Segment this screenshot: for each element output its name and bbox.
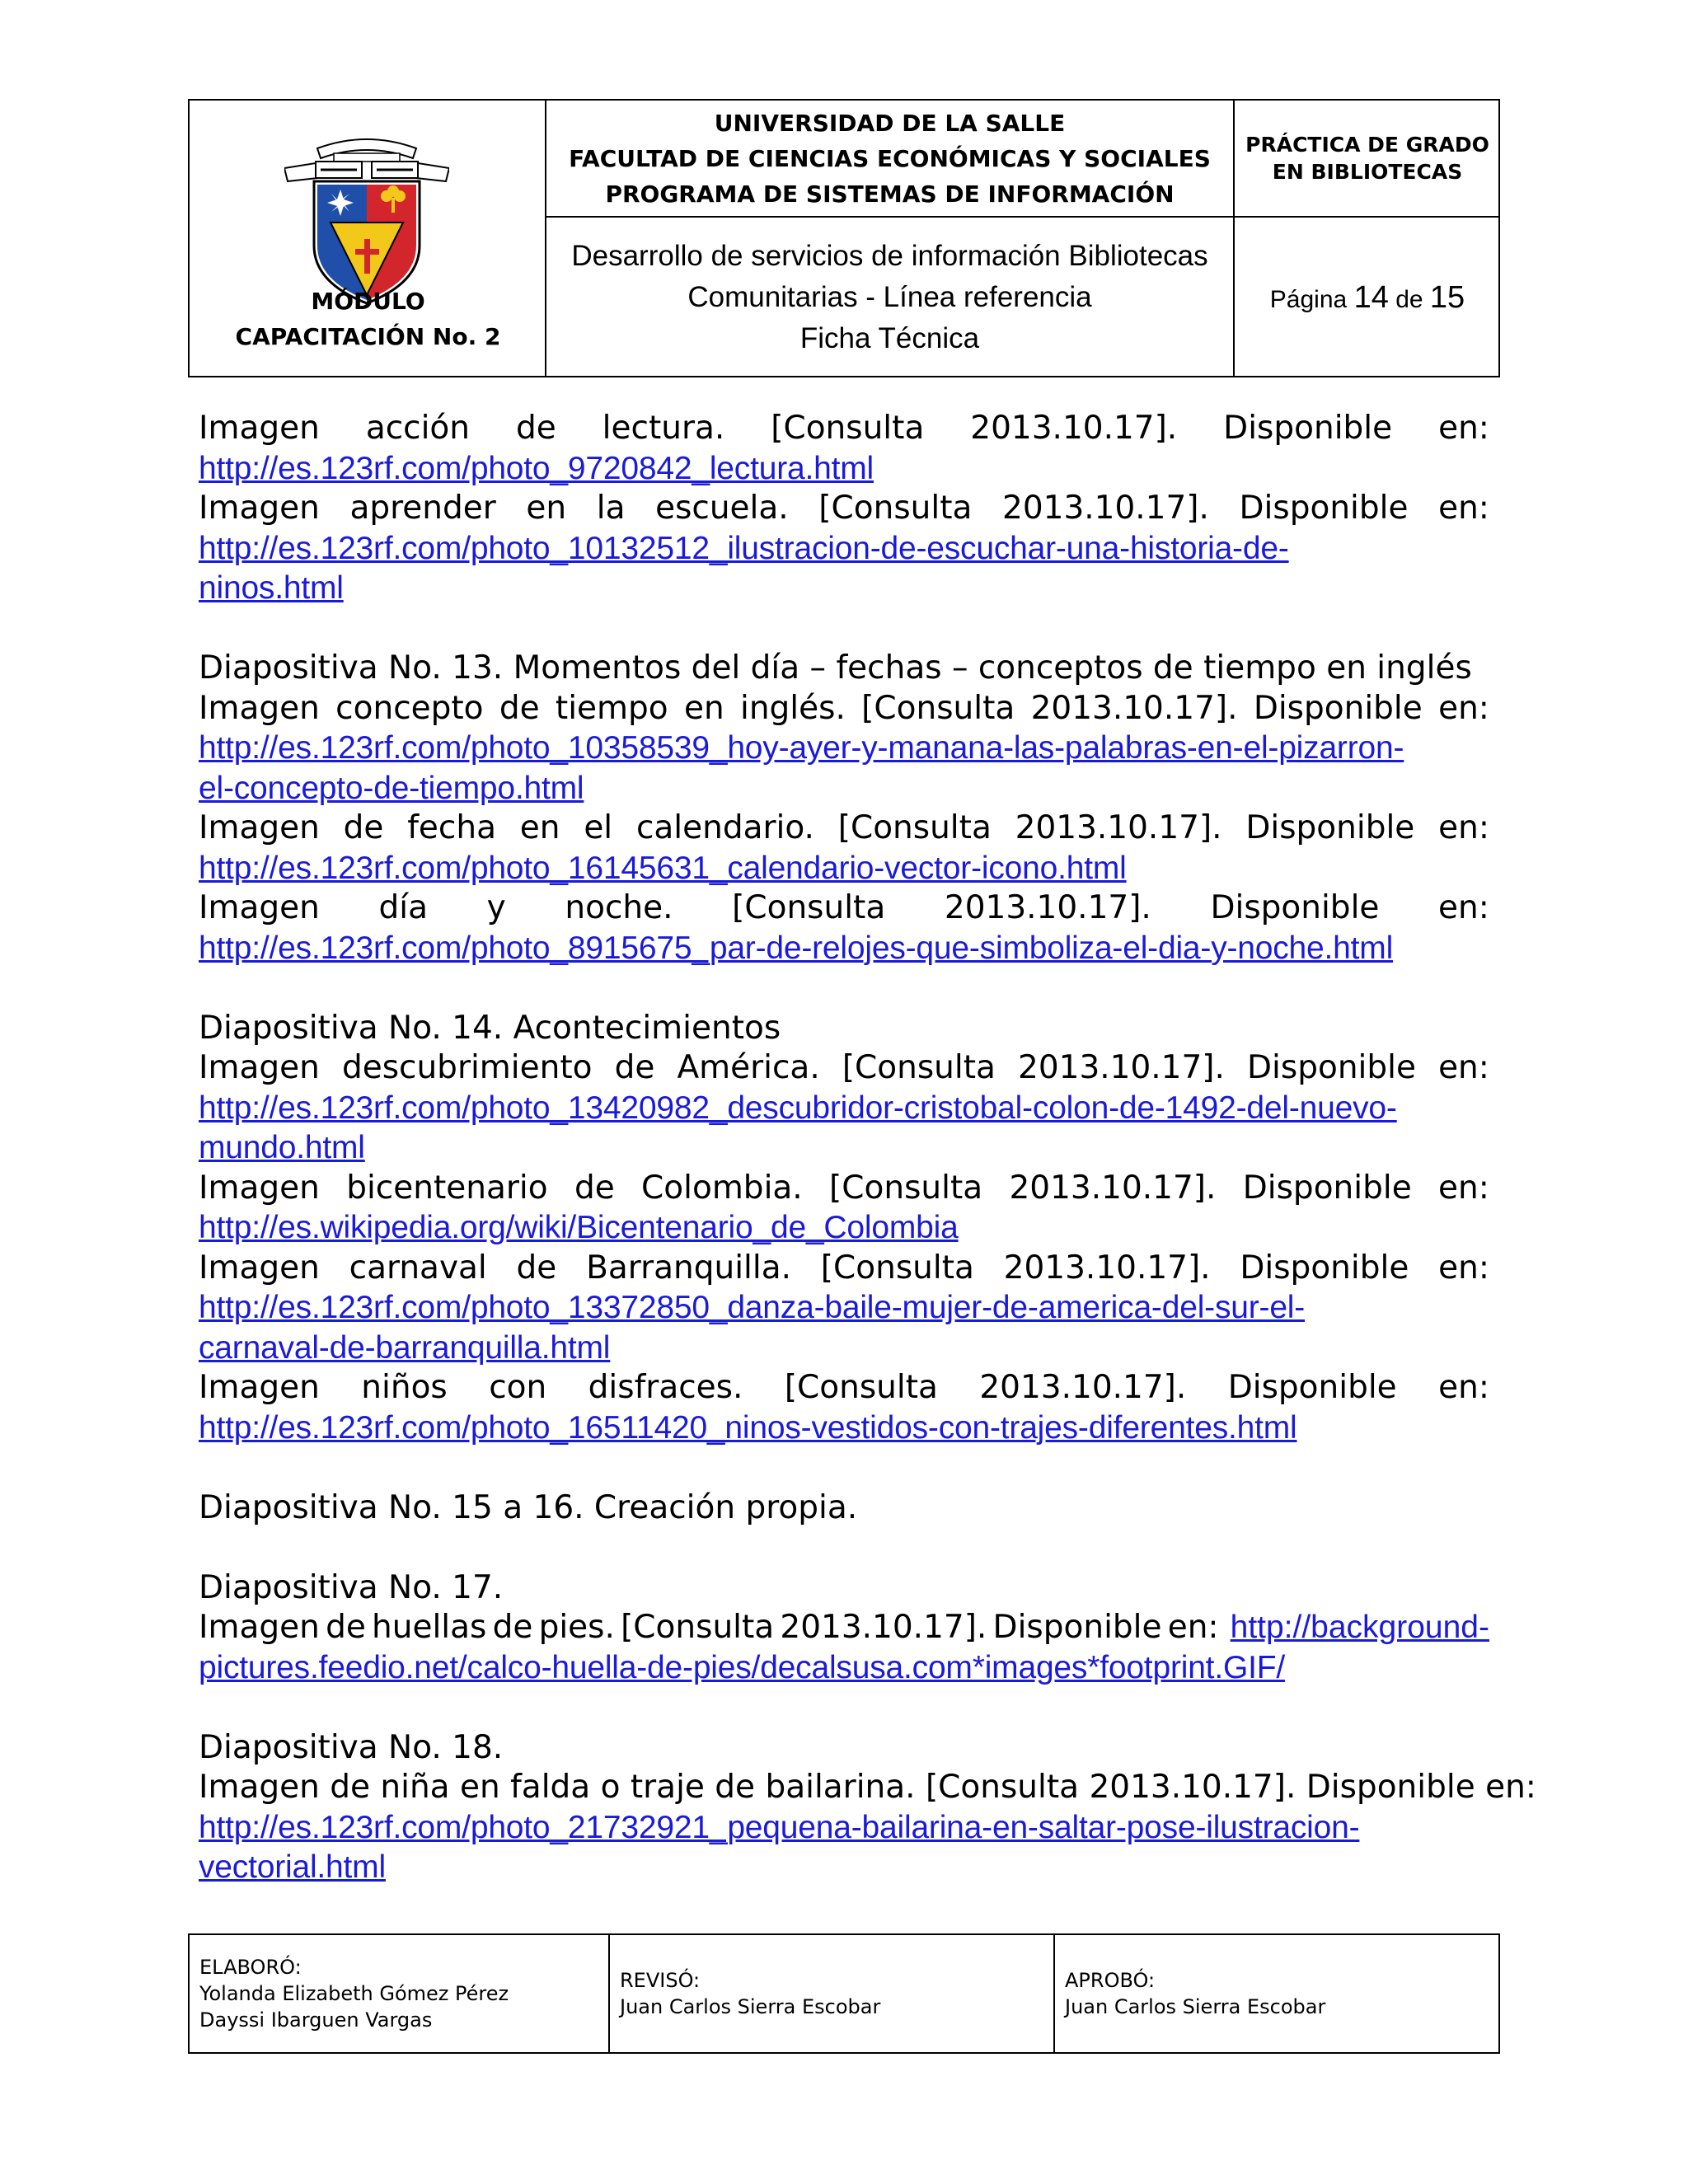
word: de [343, 809, 384, 846]
reference-link[interactable]: http://es.123rf.com/photo_10132512_ilustracion-de-escuchar-una-historia-de- [199, 530, 1289, 566]
practice-block [1235, 101, 1500, 218]
page-current: 14 [1353, 279, 1389, 315]
spacer [199, 609, 1489, 649]
reference-link[interactable]: http://es.123rf.com/photo_16145631_calendario-vector-icono.html [199, 850, 1127, 886]
reference-text [199, 1608, 1489, 1648]
word: Imagen [199, 809, 320, 846]
reference-words [199, 1608, 1219, 1648]
reference-text [199, 409, 1489, 449]
elaborated-by-name-1: Yolanda Elizabeth Gómez Pérez [199, 1982, 509, 2005]
word: el [584, 809, 613, 846]
module-line-1: MÓDULO [311, 288, 425, 315]
word: tiempo [555, 689, 668, 727]
reference-text: Imagen de niña en falda o traje de bailarina. [Consulta 2013.10.17]. Disponible en: [199, 1769, 1536, 1806]
faculty-name: FACULTAD DE CIENCIAS ECONÓMICAS Y SOCIALES [569, 144, 1211, 172]
word: Imagen [199, 1249, 320, 1286]
word: de [326, 1609, 366, 1646]
reference-text [199, 1368, 1489, 1408]
word: de [614, 1049, 655, 1086]
word: [Consulta [621, 1609, 775, 1646]
word: en [683, 689, 724, 727]
word: de [492, 1609, 533, 1646]
reference-link[interactable]: http://es.123rf.com/photo_13372850_danza-baile-mujer-de-america-del-sur-el- [199, 1290, 1306, 1325]
slide-heading: Diapositiva No. 13. Momentos del día – fechas – conceptos de tiempo en inglés [199, 649, 1472, 687]
reference-link-continued[interactable]: ninos.html [199, 570, 344, 606]
practice-line-2: EN BIBLIOTECAS [1272, 160, 1463, 184]
word: 2013.10.17]. [1015, 809, 1222, 846]
word: escuela. [655, 490, 789, 527]
word: Disponible [1247, 1049, 1416, 1086]
spacer [199, 1448, 1489, 1488]
page-word: Página [1269, 285, 1348, 313]
word: en: [1167, 1609, 1219, 1646]
word: [Consulta [820, 1249, 974, 1286]
reference-text [199, 1169, 1489, 1209]
word: de [516, 1249, 557, 1286]
word: [Consulta [771, 410, 925, 447]
reference-text [199, 489, 1489, 529]
word: Imagen [199, 490, 320, 527]
reference-link[interactable]: http://es.wikipedia.org/wiki/Bicentenario_de_Colombia [199, 1210, 959, 1245]
practice-line-1: PRÁCTICA DE GRADO [1245, 133, 1489, 157]
word: Disponible [1223, 410, 1393, 447]
approved-by-cell [1055, 1935, 1498, 2052]
reference-text [199, 1048, 1489, 1089]
reference-link-continued[interactable]: mundo.html [199, 1130, 365, 1165]
word: 2013.10.17]. [1002, 490, 1209, 527]
word: 2013.10.17]. [1009, 1169, 1217, 1207]
word: pies. [538, 1609, 615, 1646]
word: en: [1438, 1049, 1489, 1086]
reference-text [199, 808, 1489, 849]
word: Imagen [199, 1369, 320, 1406]
reference-link[interactable]: http://background- [1230, 1610, 1489, 1645]
reference-link[interactable]: http://es.123rf.com/photo_8915675_par-de-relojes-que-simboliza-el-dia-y-noche.html [199, 930, 1394, 966]
word: de [515, 410, 556, 447]
references-body [199, 409, 1536, 1888]
word: la [596, 490, 626, 527]
word: de [574, 1169, 615, 1207]
approved-by-name: Juan Carlos Sierra Escobar [1065, 1995, 1326, 2018]
description-line-1: Desarrollo de servicios de información Bibliotecas [571, 240, 1208, 272]
word: calendario. [635, 809, 814, 846]
reference-link[interactable]: http://es.123rf.com/photo_13420982_descubridor-cristobal-colon-de-1492-del-nuevo- [199, 1090, 1397, 1126]
word: disfraces. [588, 1369, 743, 1406]
word: en: [1438, 1369, 1489, 1406]
spacer [199, 968, 1489, 1009]
slide-heading: Diapositiva No. 17. [199, 1568, 504, 1606]
reference-text [199, 1249, 1489, 1289]
reference-link[interactable]: http://es.123rf.com/photo_10358539_hoy-ayer-y-manana-las-palabras-en-el-pizarron- [199, 730, 1404, 766]
word: Imagen [199, 1609, 320, 1646]
logo-cell [190, 101, 546, 376]
reviewed-by-cell [610, 1935, 1055, 2052]
page-number [1270, 280, 1465, 316]
word: Disponible [1227, 1369, 1397, 1406]
word: [Consulta [829, 1169, 983, 1207]
reference-link[interactable]: http://es.123rf.com/photo_21732921_pequena-bailarina-en-saltar-pose-ilustracion- [199, 1809, 1360, 1845]
description-line-3: Ficha Técnica [799, 322, 980, 354]
word: en: [1438, 689, 1489, 727]
word: Imagen [199, 689, 320, 727]
word: concepto [335, 689, 484, 727]
reference-link-continued[interactable]: carnaval-de-barranquilla.html [199, 1329, 611, 1366]
word: 2013.10.17]. [1030, 689, 1238, 727]
description-block [546, 218, 1235, 377]
word: Disponible [1242, 1169, 1412, 1207]
word: bicentenario [346, 1169, 548, 1207]
reference-link-continued[interactable]: el-concepto-de-tiempo.html [199, 770, 584, 806]
word: noche. [565, 889, 673, 926]
word: [Consulta [818, 490, 973, 527]
word: inglés. [740, 689, 846, 727]
word: [Consulta [842, 1049, 996, 1086]
word: Disponible [1210, 889, 1380, 926]
elaborated-by-name-2: Dayssi Ibarguen Vargas [199, 2008, 433, 2032]
word: [Consulta [784, 1369, 938, 1406]
word: fecha [407, 809, 496, 846]
word: en: [1438, 809, 1489, 846]
approved-by-label: APROBÓ: [1065, 1969, 1156, 1992]
word: 2013.10.17]. [780, 1609, 987, 1646]
word: [Consulta [837, 809, 992, 846]
word: Imagen [199, 1049, 320, 1086]
word: 2013.10.17]. [1018, 1049, 1225, 1086]
reference-link[interactable]: http://es.123rf.com/photo_9720842_lectura.html [199, 450, 874, 486]
slide-heading: Diapositiva No. 18. [199, 1728, 504, 1766]
word: acción [365, 410, 471, 447]
word: en: [1438, 889, 1489, 926]
word: con [489, 1369, 547, 1406]
module-line-2: CAPACITACIÓN No. 2 [235, 323, 501, 350]
word: descubrimiento [341, 1049, 593, 1086]
word: 2013.10.17]. [1003, 1249, 1211, 1286]
word: carnaval [349, 1249, 487, 1286]
page-of: de [1395, 285, 1423, 313]
reviewed-by-name: Juan Carlos Sierra Escobar [620, 1995, 881, 2018]
program-name: PROGRAMA DE SISTEMAS DE INFORMACIÓN [605, 180, 1175, 208]
reference-link-continued[interactable]: pictures.feedio.net/calco-huella-de-pies/decalsusa.com*images*footprint.GIF/ [199, 1649, 1285, 1685]
word: en [526, 490, 567, 527]
page-number-block [1235, 218, 1500, 377]
word: Disponible [992, 1609, 1162, 1646]
word: en [519, 809, 560, 846]
word: huellas [372, 1609, 487, 1646]
university-crest-icon [284, 130, 449, 307]
word: Disponible [1239, 490, 1409, 527]
word: lectura. [602, 410, 725, 447]
reference-link[interactable]: http://es.123rf.com/photo_16511420_ninos-vestidos-con-trajes-diferentes.html [199, 1409, 1297, 1446]
spacer [199, 1528, 1489, 1568]
slide-heading: Diapositiva No. 14. Acontecimientos [199, 1009, 781, 1047]
word: y [486, 889, 506, 926]
header-table [188, 99, 1500, 377]
word: niños [361, 1369, 448, 1406]
word: Colombia. [641, 1169, 803, 1207]
page-total: 15 [1429, 279, 1465, 315]
word: 2013.10.17]. [944, 889, 1151, 926]
reference-text [199, 888, 1489, 929]
reference-text [199, 689, 1489, 729]
word: aprender [349, 490, 496, 527]
module-title [190, 284, 546, 354]
word: en: [1438, 1169, 1489, 1207]
word: en: [1438, 410, 1489, 447]
description-line-2: Comunitarias - Línea referencia [687, 281, 1092, 313]
institution-block [546, 101, 1235, 218]
word: Disponible [1245, 809, 1415, 846]
reviewed-by-label: REVISÓ: [620, 1969, 701, 1992]
word: Imagen [199, 410, 320, 447]
word: 2013.10.17]. [979, 1369, 1187, 1406]
word: 2013.10.17]. [970, 410, 1178, 447]
word: día [378, 889, 428, 926]
word: en: [1438, 1249, 1489, 1286]
slide-heading: Diapositiva No. 15 a 16. Creación propia. [199, 1488, 858, 1526]
signature-table [188, 1933, 1500, 2054]
elaborated-by-cell [190, 1935, 610, 2052]
word: en: [1438, 490, 1489, 527]
word: América. [677, 1049, 820, 1086]
reference-link-continued[interactable]: vectorial.html [199, 1849, 386, 1885]
word: [Consulta [861, 689, 1015, 727]
elaborated-by-label: ELABORÓ: [199, 1956, 302, 1979]
word: Barranquilla. [586, 1249, 792, 1286]
word: Imagen [199, 889, 320, 926]
spacer [199, 1688, 1489, 1728]
word: Disponible [1240, 1249, 1409, 1286]
word: Imagen [199, 1169, 320, 1207]
word: [Consulta [732, 889, 886, 926]
word: Disponible [1253, 689, 1423, 727]
university-name: UNIVERSIDAD DE LA SALLE [714, 109, 1066, 137]
word: de [499, 689, 540, 727]
